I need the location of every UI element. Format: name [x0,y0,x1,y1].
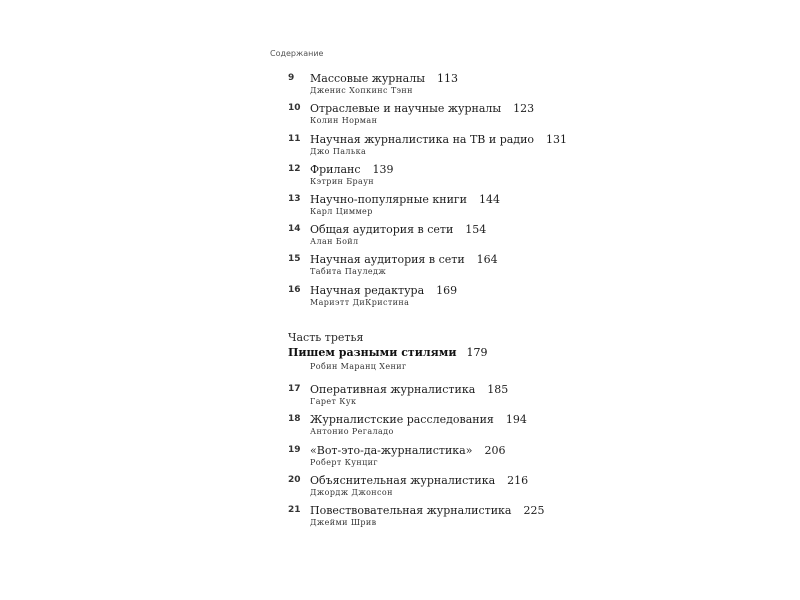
chapter-title: Фриланс [310,163,361,176]
page-number: 225 [523,504,545,517]
chapter-number: 18 [288,414,301,424]
chapter-title: Отраслевые и научные журналы [310,102,502,115]
chapter-title: Научная аудитория в сети [310,253,465,266]
page-number: 144 [479,193,501,206]
chapter-title: Общая аудитория в сети [310,223,454,236]
page-number: 216 [507,474,529,487]
page-number: 154 [465,223,487,236]
chapter-author: Карл Циммер [310,207,373,216]
chapter-author: Табита Пауледж [310,267,387,276]
part-title: Пишем разными стилями [288,346,457,359]
chapter-author: Колин Норман [310,116,378,125]
chapter-author: Алан Бойл [310,237,359,246]
chapter-author: Мариэтт ДиКристина [310,298,410,307]
part-page-number: 179 [466,346,488,359]
part-label: Часть третья [288,331,364,344]
chapter-number: 14 [288,224,301,234]
part-author: Робин Маранц Хениг [310,362,407,371]
page-number: 164 [476,253,498,266]
chapter-title: Оперативная журналистика [310,383,476,396]
chapter-number: 19 [288,445,301,455]
chapter-number: 17 [288,384,301,394]
chapter-title: Научно-популярные книги [310,193,468,206]
chapter-author: Роберт Кунциг [310,458,378,467]
chapter-author: Джейми Шрив [310,518,377,527]
chapter-title: Журналистские расследования [310,413,494,426]
running-header: Содержание [270,49,324,58]
chapter-title: «Вот-это-да-журналистика» [310,444,473,457]
chapter-number: 10 [288,103,301,113]
chapter-title: Массовые журналы [310,72,425,85]
chapter-title: Повествовательная журналистика [310,504,512,517]
chapter-number: 9 [288,73,295,83]
page-number: 169 [436,284,458,297]
chapter-number: 15 [288,254,301,264]
page-number: 206 [484,444,506,457]
page-number: 131 [546,133,568,146]
chapter-author: Кэтрин Браун [310,177,375,186]
chapter-number: 13 [288,194,301,204]
chapter-title: Научная журналистика на ТВ и радио [310,133,535,146]
page-number: 123 [513,102,535,115]
part-heading [288,346,487,359]
chapter-number: 20 [288,475,301,485]
page-number: 185 [487,383,509,396]
page-number: 194 [505,413,527,426]
chapter-author: Дженис Хопкинс Тэнн [310,86,413,95]
page-number: 113 [436,72,458,85]
chapter-number: 16 [288,285,301,295]
page-number: 139 [372,163,394,176]
chapter-author: Гарет Кук [310,397,357,406]
chapter-number: 12 [288,164,301,174]
chapter-number: 21 [288,505,301,515]
chapter-author: Джо Палька [310,147,367,156]
chapter-title: Объяснительная журналистика [310,474,496,487]
chapter-author: Антонио Регаладо [310,427,394,436]
chapter-author: Джордж Джонсон [310,488,393,497]
chapter-number: 11 [288,134,301,144]
chapter-title: Научная редактура [310,284,425,297]
